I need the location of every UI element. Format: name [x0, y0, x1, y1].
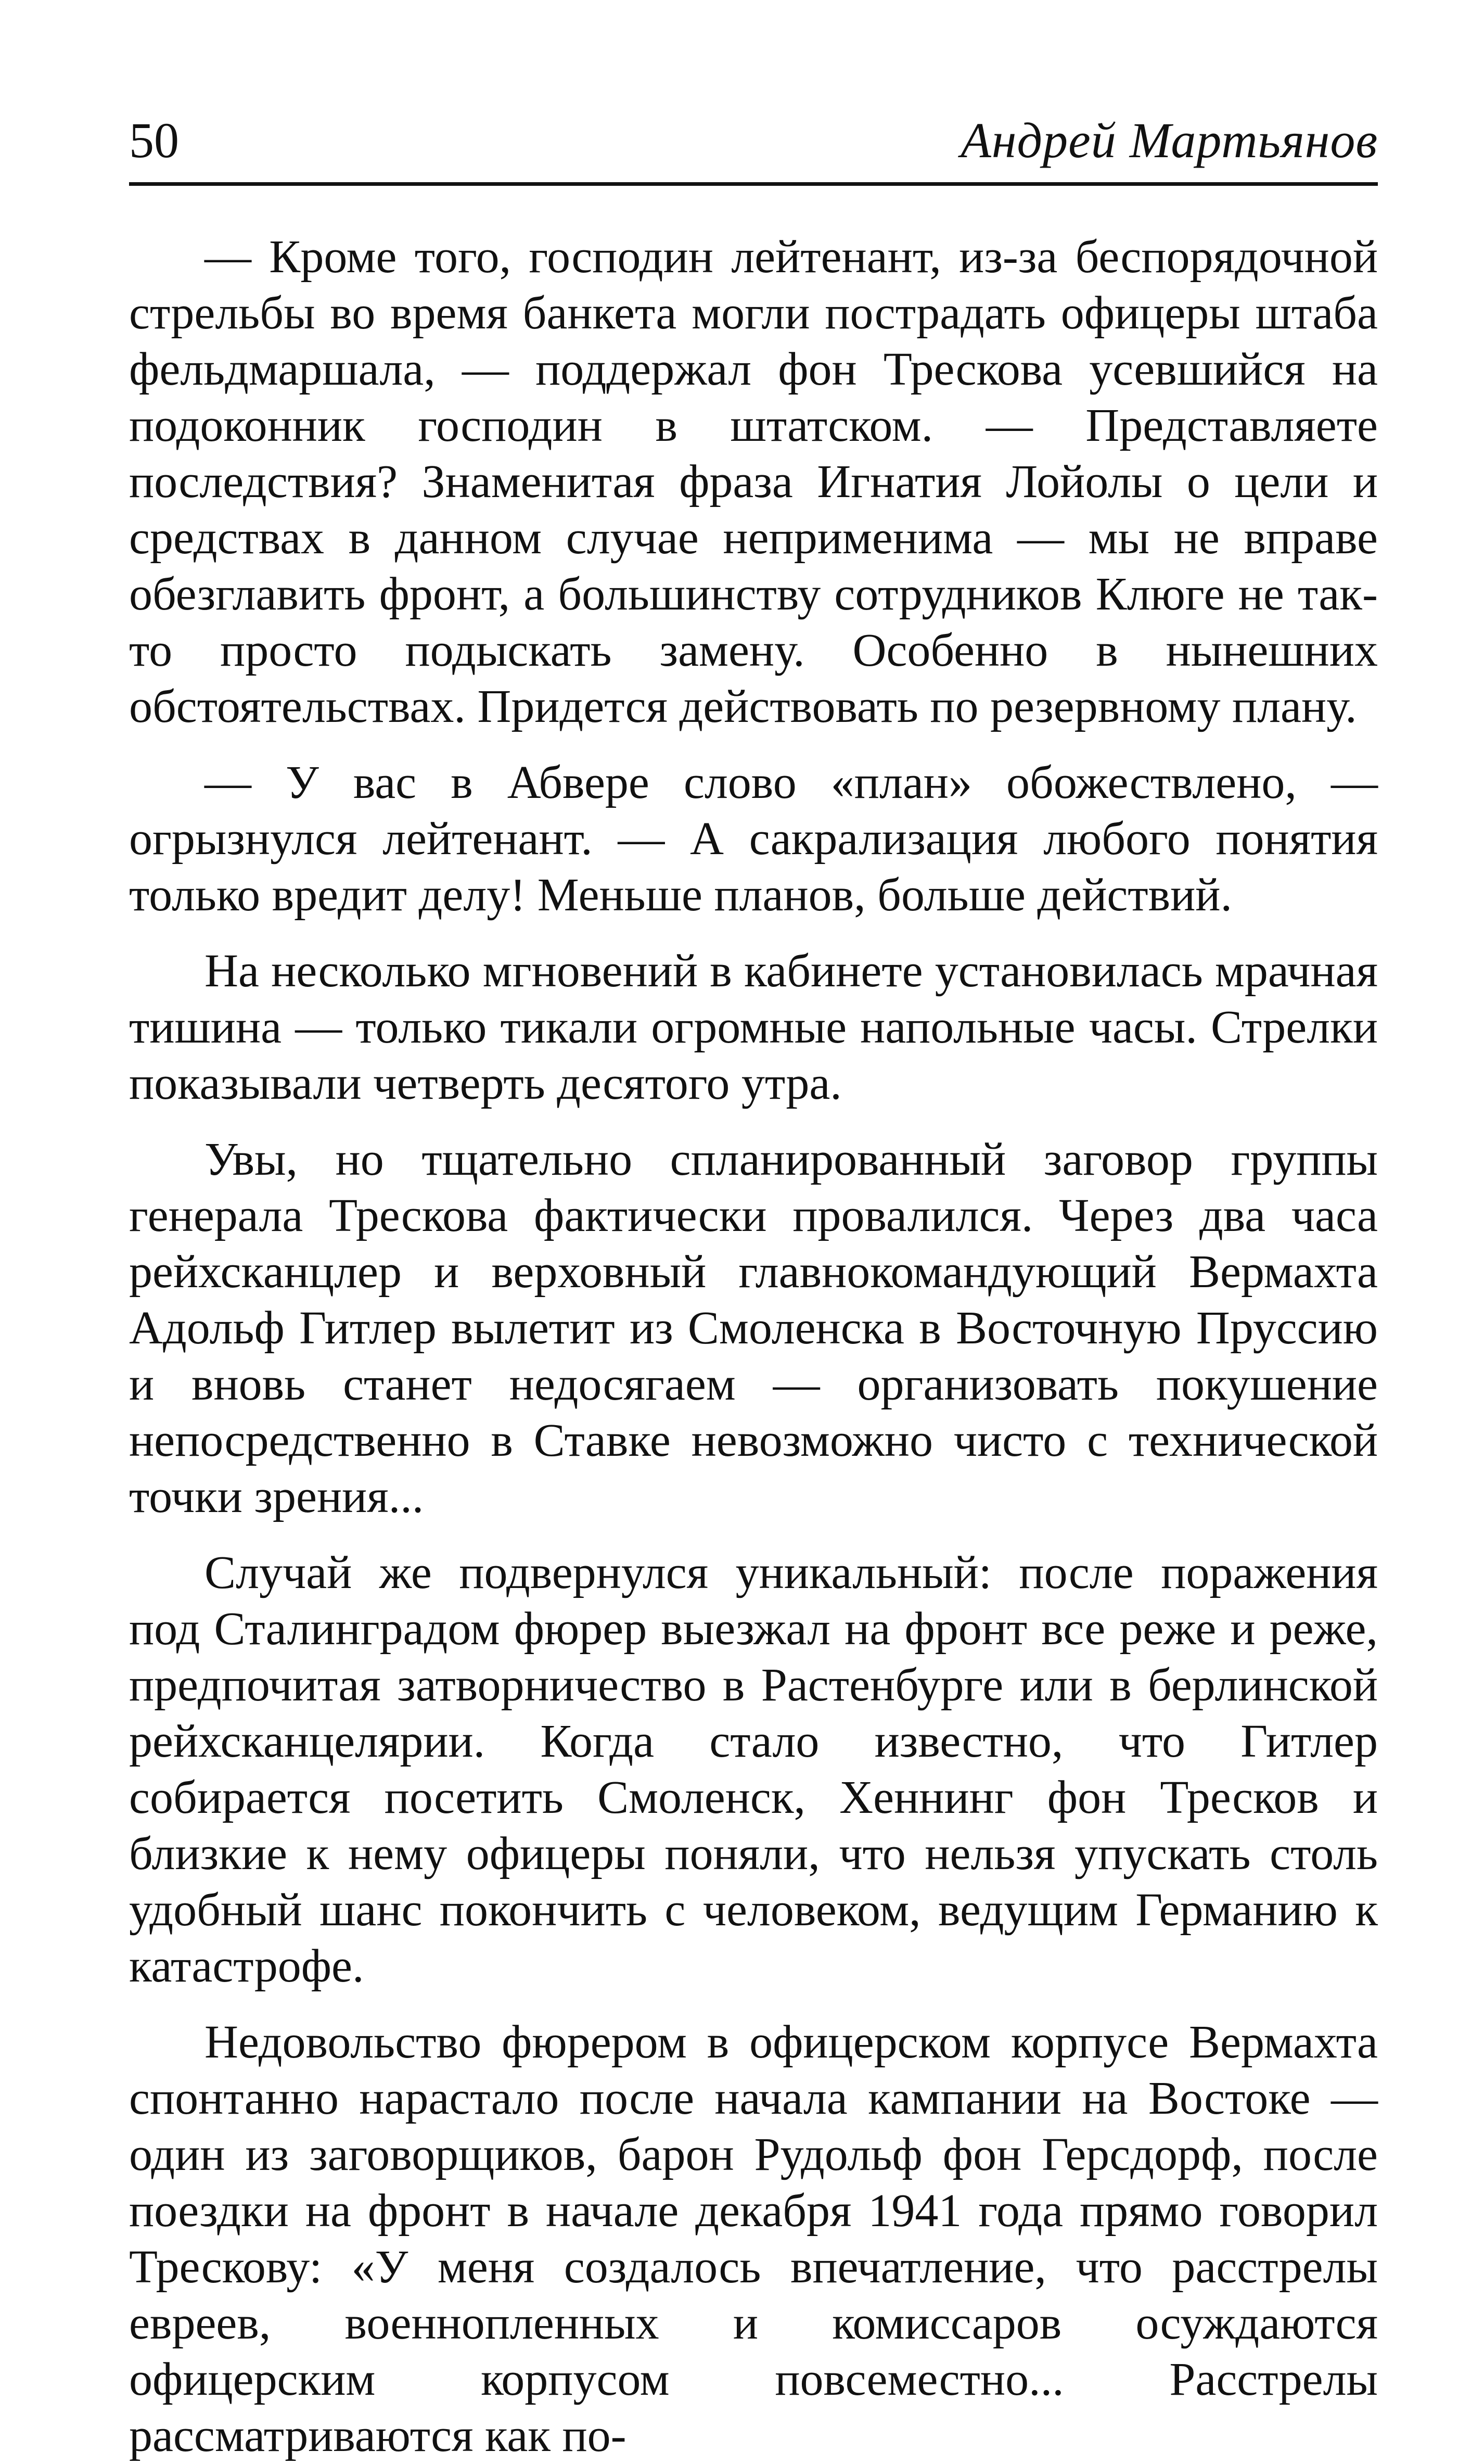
paragraph: Случай же подвернулся уникальный: после поражения под Сталинградом фюрер выезжал на фронт все реже и реже, предпочитая затворничество в Растенбурге или в берлинской рейхсканцелярии. Когда стало известно, что Гитлер собирается посетить Смоленск, Хеннинг фон Тресков и близкие к нему офицеры поняли, что нельзя упускать столь удобный шанс покончить с человеком, ведущим Германию к катастрофе. [129, 1547, 1378, 1992]
paragraph: Увы, но тщательно спланированный заговор группы генерала Трескова фактически провалился. Через два часа рейхсканцлер и верховный главнокомандующий Вермахта Адольф Гитлер вылетит из Смоленска в Восточную Пруссию и вновь станет недосягаем — организовать покушение непосредственно в Ставке невозможно чисто с технической точки зрения... [129, 1134, 1378, 1522]
page-number: 50 [129, 112, 179, 168]
page-header [129, 109, 1378, 187]
body-text [129, 229, 1378, 2464]
paragraph: — У вас в Абвере слово «план» обожествлено, — огрызнулся лейтенант. — А сакрализация любого понятия только вредит делу! Меньше планов, больше действий. [129, 757, 1378, 921]
header-rule [129, 182, 1378, 186]
paragraph: Недовольство фюрером в офицерском корпусе Вермахта спонтанно нарастало после начала кампании на Востоке — один из заговорщиков, барон Рудольф фон Герсдорф, после поездки на фронт в начале декабря 1941 года прямо говорил Трескову: «У меня создалось впечатление, что расстрелы евреев, военнопленных и комиссаров осуждаются офицерским корпусом повсеместно... Расстрелы рассматриваются как по- [129, 2016, 1378, 2461]
running-head-author: Андрей Мартьянов [961, 112, 1378, 168]
paragraph: На несколько мгновений в кабинете установилась мрачная тишина — только тикали огромные напольные часы. Стрелки показывали четверть десятого утра. [129, 945, 1378, 1109]
paragraph: — Кроме того, господин лейтенант, из-за беспорядочной стрельбы во время банкета могли пострадать офицеры штаба фельдмаршала, — поддержал фон Трескова усевшийся на подоконник господин в штатском. — Представляете последствия? Знаменитая фраза Игнатия Лойолы о цели и средствах в данном случае неприменима — мы не вправе обезглавить фронт, а большинству сотрудников Клюге не так-то просто подыскать замену. Особенно в нынешних обстоятельствах. Придется действовать по резервному плану. [129, 231, 1378, 732]
